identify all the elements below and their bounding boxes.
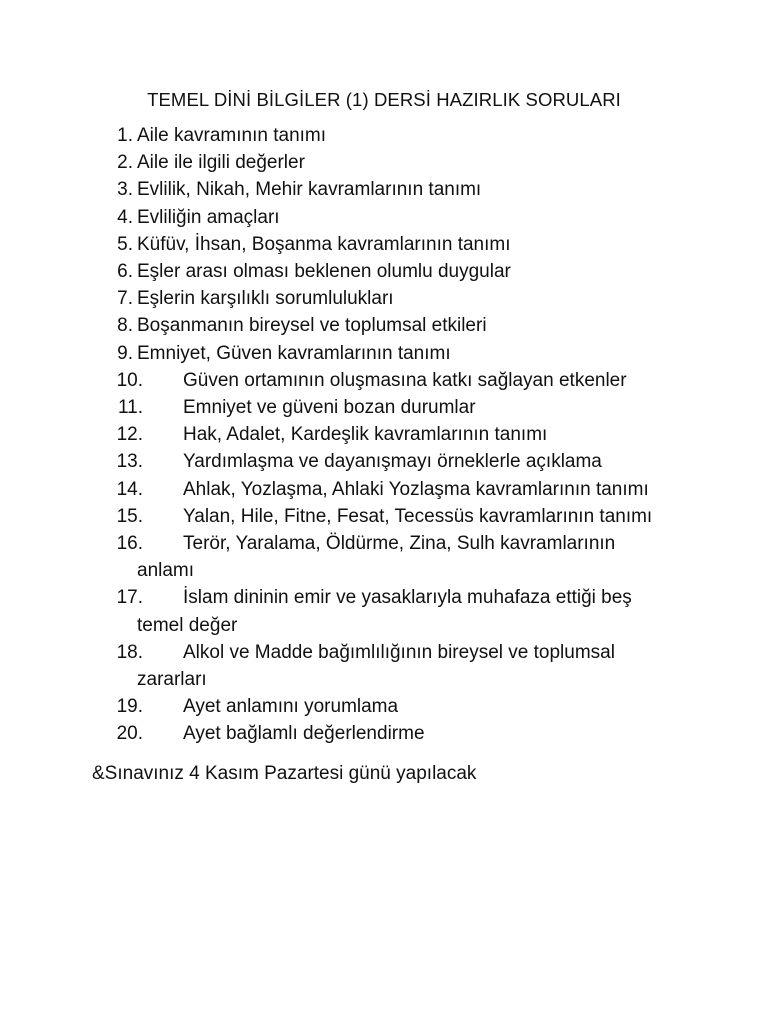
item-number: 7.: [117, 288, 133, 310]
list-item: [0, 312, 768, 339]
list-item: [0, 421, 768, 448]
item-text: Küfüv, İhsan, Boşanma kavramlarının tanımı: [137, 233, 511, 255]
item-number: 1.: [117, 125, 133, 146]
list-item: [0, 340, 768, 367]
list-item: [0, 476, 768, 503]
item-number: 17.: [116, 587, 143, 609]
item-text: Hak, Adalet, Kardeşlik kavramlarının tanımı: [183, 424, 548, 446]
item-text: Emniyet ve güveni bozan durumlar: [183, 397, 476, 419]
item-text: Yardımlaşma ve dayanışmayı örneklerle açıklama: [183, 451, 602, 473]
item-text: Ayet bağlamlı değerlendirme: [183, 723, 425, 745]
item-number: 14.: [116, 478, 143, 500]
item-number: 18.: [116, 641, 143, 663]
item-number: 4.: [117, 206, 133, 228]
item-text: Eşler arası olması beklenen olumlu duygular: [137, 261, 511, 283]
item-text: Aile kavramının tanımı: [137, 125, 327, 146]
item-number: 9.: [117, 342, 133, 364]
item-text: Yalan, Hile, Fitne, Fesat, Tecessüs kavramlarının tanımı: [183, 505, 653, 527]
question-list: [0, 122, 768, 748]
item-number: 19.: [116, 696, 143, 718]
item-text-continuation: anlamı: [137, 560, 195, 582]
list-item: [0, 503, 768, 530]
item-text: Evlilik, Nikah, Mehir kavramlarının tanımı: [137, 179, 482, 201]
list-item: [0, 285, 768, 312]
item-number: 15.: [116, 505, 143, 527]
list-item: [0, 367, 768, 394]
list-item: [0, 394, 768, 421]
item-text-continuation: zararları: [137, 669, 207, 691]
item-text: Evliliğin amaçları: [137, 206, 280, 228]
list-item: [0, 530, 768, 584]
item-number: 6.: [117, 261, 133, 283]
item-text: Ayet anlamını yorumlama: [183, 696, 399, 718]
list-item: [0, 258, 768, 285]
item-text: Boşanmanın bireysel ve toplumsal etkileri: [137, 315, 487, 337]
list-item: [0, 231, 768, 258]
item-number: 12.: [116, 424, 143, 446]
exam-date-note: &Sınavınız 4 Kasım Pazartesi günü yapılacak: [92, 763, 477, 784]
list-item: [0, 639, 768, 693]
item-text: Güven ortamının oluşmasına katkı sağlayan etkenler: [183, 369, 627, 391]
list-item: [0, 122, 768, 149]
list-item: [0, 693, 768, 720]
item-number: 16.: [116, 533, 143, 555]
item-text: Emniyet, Güven kavramlarının tanımı: [137, 342, 451, 364]
item-text: Ahlak, Yozlaşma, Ahlaki Yozlaşma kavramlarının tanımı: [183, 478, 649, 500]
list-item: [0, 720, 768, 747]
item-text-continuation: temel değer: [137, 614, 238, 636]
item-number: 5.: [117, 233, 133, 255]
list-item: [0, 176, 768, 203]
item-text: Alkol ve Madde bağımlılığının bireysel ve toplumsal: [183, 641, 615, 663]
item-number: 20.: [116, 723, 143, 745]
item-number: 13.: [116, 451, 143, 473]
item-number: 11.: [117, 397, 143, 419]
item-text: Eşlerin karşılıklı sorumlulukları: [137, 288, 394, 310]
item-number: 2.: [117, 152, 133, 174]
item-number: 10.: [116, 369, 143, 391]
list-item: [0, 204, 768, 231]
item-text: Aile ile ilgili değerler: [137, 152, 305, 174]
item-number: 8.: [117, 315, 133, 337]
item-text: İslam dininin emir ve yasaklarıyla muhafaza ettiği beş: [183, 587, 632, 609]
item-number: 3.: [117, 179, 133, 201]
list-item: [0, 584, 768, 638]
list-item: [0, 448, 768, 475]
list-item: [0, 149, 768, 176]
item-text: Terör, Yaralama, Öldürme, Zina, Sulh kavramlarının: [183, 533, 616, 555]
document-title: TEMEL DİNİ BİLGİLER (1) DERSİ HAZIRLIK SORULARI: [147, 89, 621, 110]
